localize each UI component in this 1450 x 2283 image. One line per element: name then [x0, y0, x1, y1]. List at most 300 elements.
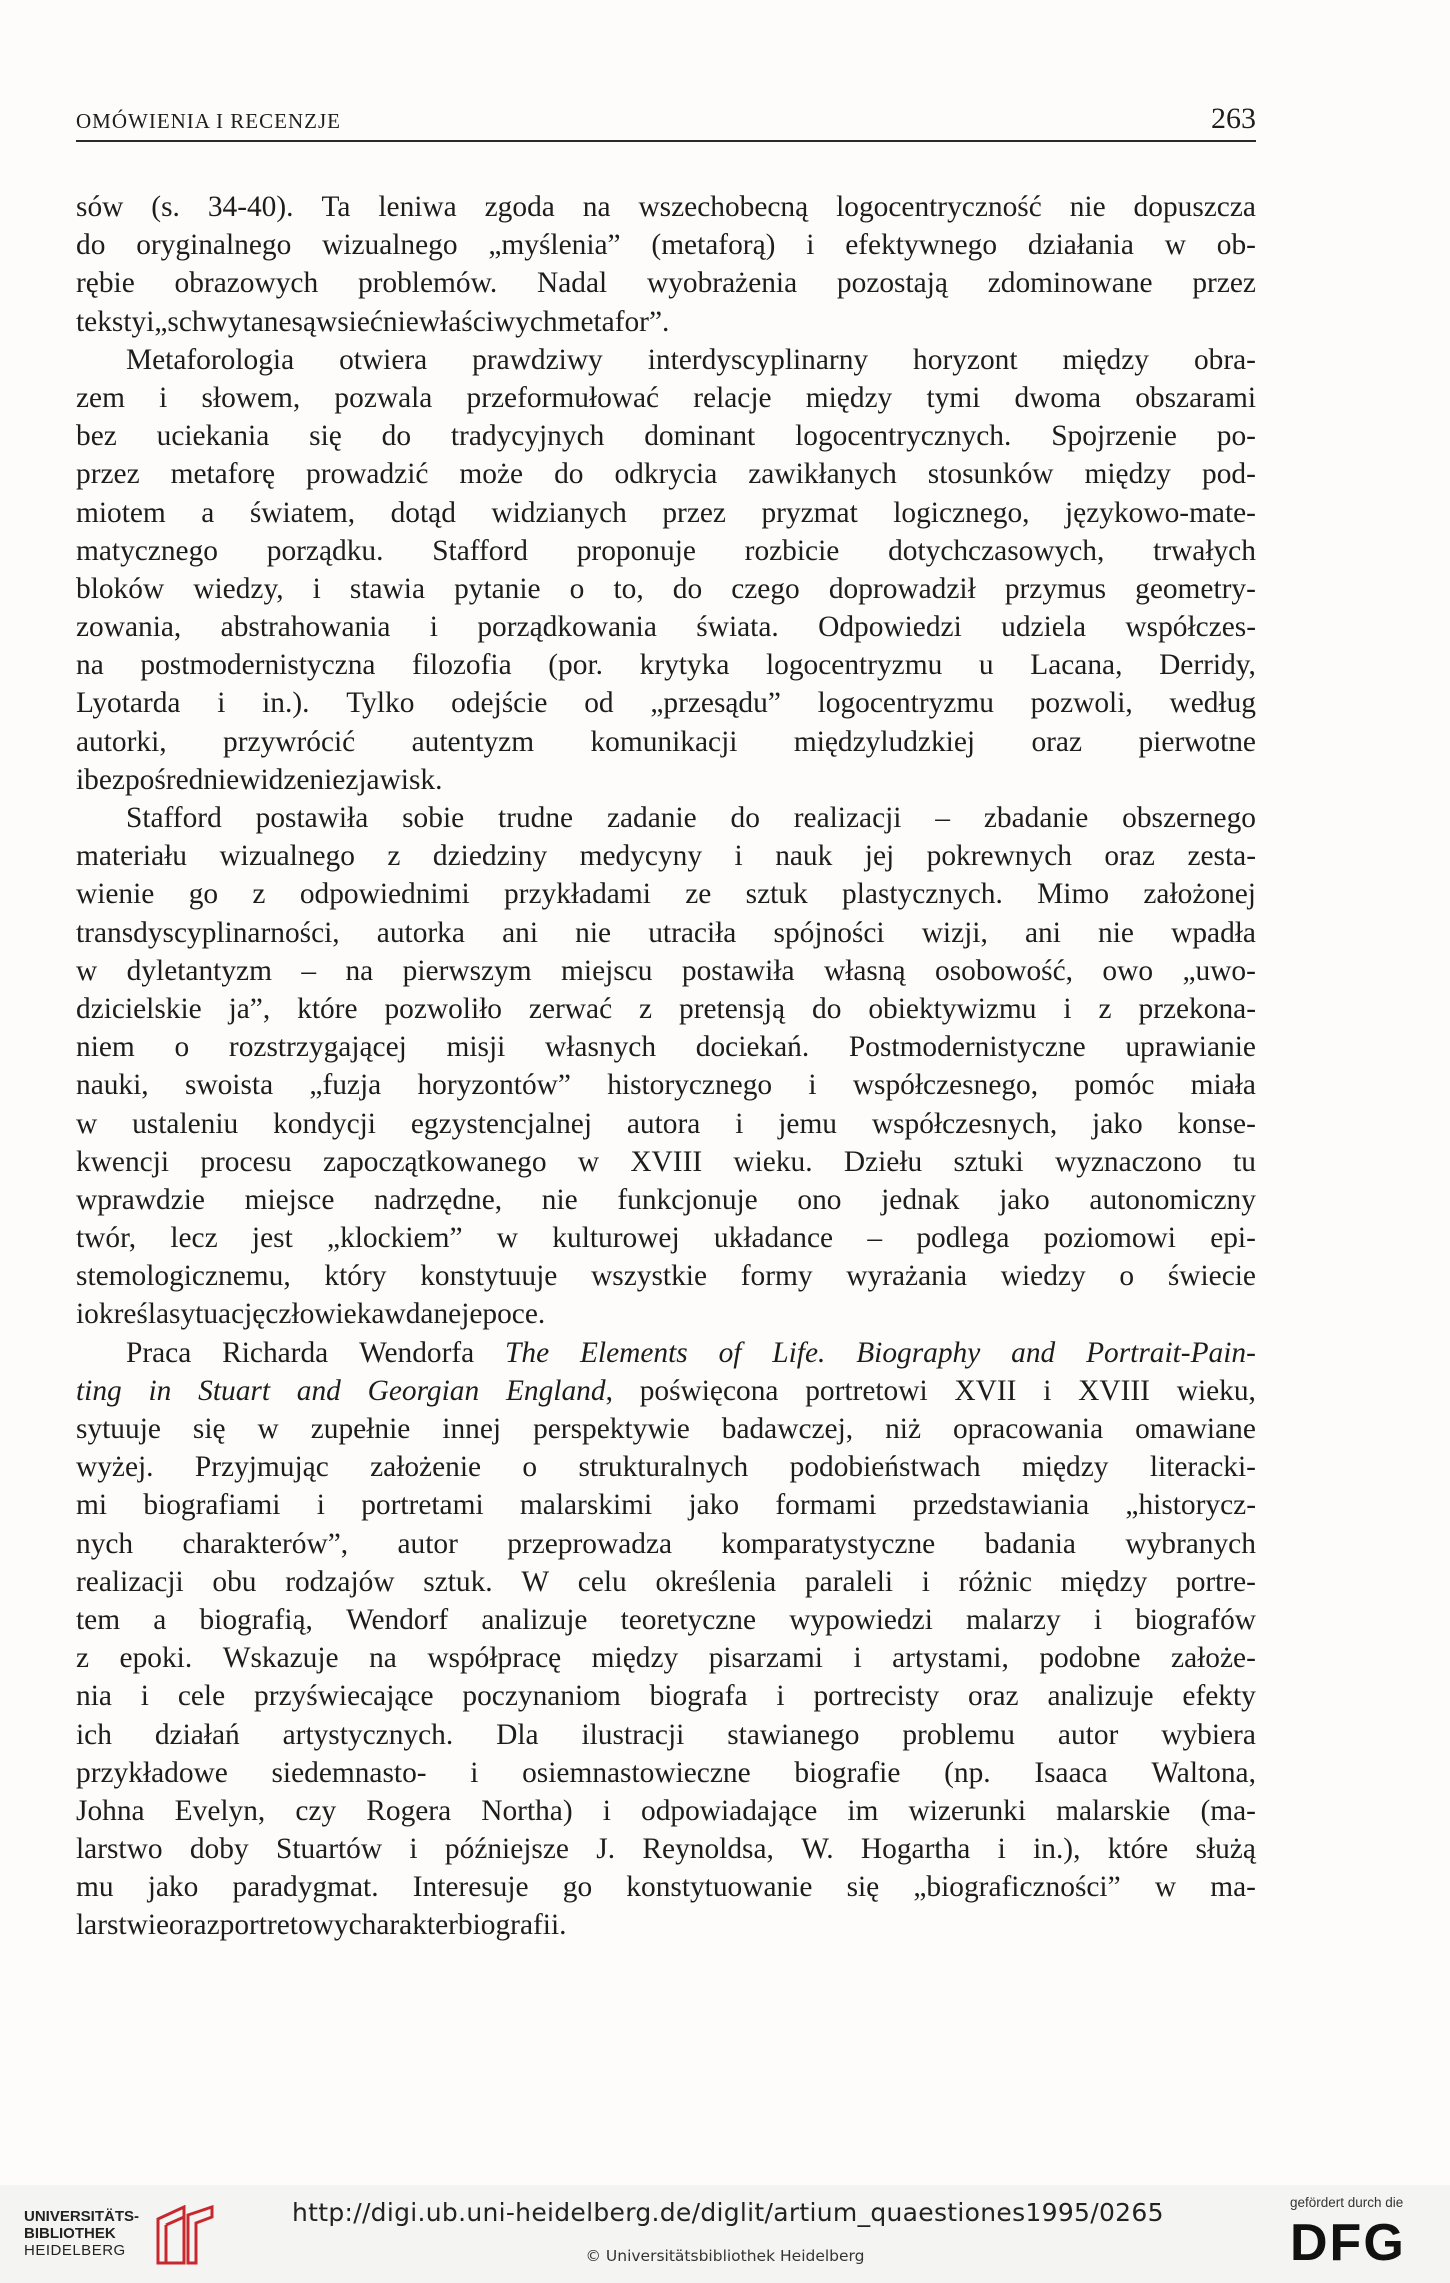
word: się [192, 1413, 226, 1445]
word: po- [1216, 420, 1256, 453]
word: Rogera [366, 1794, 452, 1827]
word: przyświecające [254, 1680, 434, 1713]
word: formami [775, 1489, 877, 1522]
word: plastycznych. [842, 878, 1003, 911]
word: określa [84, 1298, 170, 1331]
word: funkcjonuje [617, 1183, 758, 1216]
word: z [387, 840, 401, 873]
word: o [522, 1451, 538, 1484]
word: Richarda [222, 1336, 329, 1369]
word: Przyjmując [194, 1451, 329, 1484]
word: paradygmat. [232, 1871, 379, 1904]
text-line [76, 646, 1256, 684]
word: portretami [361, 1489, 484, 1522]
word: efekty [1182, 1680, 1256, 1713]
word: przez [76, 458, 140, 491]
word: na [369, 1642, 397, 1675]
word: kwencji [76, 1145, 170, 1178]
word: świecie [1167, 1260, 1256, 1293]
word: Stuart [198, 1374, 270, 1407]
word: współczes- [1125, 611, 1256, 644]
word: i [316, 1489, 325, 1522]
word: porządkowania [477, 611, 657, 644]
word: pryzmat [761, 496, 858, 529]
word: Dla [496, 1718, 539, 1751]
word: artystami, [892, 1642, 1009, 1675]
text-line [76, 1486, 1256, 1524]
word: in [148, 1374, 172, 1407]
word: się [846, 1871, 880, 1904]
word: ob- [1216, 229, 1256, 262]
word: podobne [1039, 1642, 1141, 1675]
word: do [812, 992, 842, 1025]
word: oraz [169, 1909, 220, 1942]
word: Reynoldsa, [642, 1833, 774, 1866]
word: komunikacji [590, 725, 738, 758]
word: Dziełu [843, 1145, 923, 1178]
word: paraleli [804, 1565, 894, 1598]
word: słowem, [201, 381, 301, 414]
word: osobowość, [935, 954, 1073, 987]
word: Odpowiedzi [818, 611, 962, 644]
word: malarskimi [519, 1489, 653, 1522]
word: wizualnego [219, 840, 355, 873]
word: egzystencjalnej [410, 1107, 592, 1140]
word: przez [662, 496, 726, 529]
text-line [76, 723, 1256, 761]
word: dzicielskie [76, 992, 202, 1025]
word: Metaforologia [126, 343, 295, 376]
text-line [76, 1639, 1256, 1677]
word: a [201, 496, 215, 529]
word: czego [731, 572, 800, 605]
text-line [76, 1448, 1256, 1486]
word: tu [1233, 1145, 1256, 1178]
word: epi- [1210, 1222, 1256, 1255]
word: perspektywie [533, 1413, 690, 1445]
word: Stafford [126, 802, 222, 834]
word: dyletantyzm [126, 954, 272, 987]
text-line [76, 1716, 1256, 1754]
word: trudne [498, 802, 574, 834]
word: „uwo- [1182, 954, 1256, 987]
word: mu [76, 1871, 114, 1904]
word: jemu [778, 1107, 838, 1140]
word: współpracę [427, 1642, 562, 1675]
word: wizji, [921, 916, 988, 949]
word: wprawdzie [76, 1183, 205, 1216]
word: ani [1024, 916, 1061, 949]
word: formy [740, 1260, 813, 1293]
word: literacki- [1149, 1451, 1256, 1484]
word: (s. [151, 191, 180, 223]
word: problemu [902, 1718, 1015, 1751]
word: i [217, 687, 226, 720]
word: mi [76, 1489, 108, 1522]
word: tymi [926, 381, 981, 414]
running-head: OMÓWIENIA I RECENZJE [76, 109, 341, 133]
word: portretowi [805, 1374, 928, 1407]
word: w [577, 1145, 600, 1178]
word: pomóc [1074, 1069, 1155, 1102]
word: materiału [76, 840, 187, 873]
word: o [1119, 1260, 1135, 1293]
word: wieku, [1176, 1374, 1256, 1407]
word: z [639, 992, 653, 1025]
word: i [1063, 992, 1072, 1025]
word: wyznaczono [1054, 1145, 1202, 1178]
word: od [584, 687, 614, 720]
word: „przesądu” [650, 687, 781, 720]
word: logocentryzmu [817, 687, 994, 720]
word: między [1062, 343, 1149, 376]
word: i [776, 1680, 785, 1713]
word: do [672, 572, 703, 605]
word: siedemnasto- [271, 1756, 427, 1789]
word: wybranych [1125, 1527, 1256, 1560]
text-line [76, 1563, 1256, 1601]
word: sieć [337, 305, 383, 338]
word: i [76, 763, 85, 796]
word: portre- [1176, 1565, 1256, 1598]
word: pod- [1202, 458, 1256, 491]
word: i [470, 1756, 479, 1789]
word: i [159, 381, 168, 414]
word: konstytuuje [420, 1260, 558, 1293]
word: w [496, 1222, 519, 1255]
document-url-link[interactable]: http://digi.ub.uni-heidelberg.de/diglit/artium_quaestiones1995/0265 [292, 2198, 1164, 2227]
word: założe- [1171, 1642, 1256, 1675]
word: międzyludzkiej [793, 725, 976, 758]
word: zawikłanych [748, 458, 897, 491]
word: oraz [1031, 725, 1083, 758]
word: to, [613, 572, 644, 605]
word: prowadzić [306, 458, 429, 491]
word: wszechobecną [638, 191, 809, 223]
word: „schwytane [154, 305, 292, 338]
word: udziela [1001, 611, 1087, 644]
text-line [76, 1372, 1256, 1410]
word: kondycji [273, 1107, 376, 1140]
word: miejscu [561, 954, 653, 987]
word: J. [596, 1833, 616, 1866]
word: badawczej, [721, 1413, 854, 1445]
text-line [76, 417, 1256, 455]
word: krytyka [639, 649, 730, 682]
word: zgoda [484, 191, 555, 223]
word: postawiła [681, 954, 795, 987]
word: dopuszcza [1133, 191, 1256, 223]
library-name-line1: UNIVERSITÄTS- [24, 2208, 140, 2225]
word: go [188, 878, 219, 911]
text-line [76, 1410, 1256, 1448]
word: cele [177, 1680, 226, 1713]
text-line [76, 837, 1256, 875]
word: Nadal [537, 267, 608, 300]
word: Spojrzenie [1051, 420, 1177, 453]
word: własnych [545, 1031, 657, 1064]
word: pozostają [836, 267, 948, 300]
word: w [76, 1107, 98, 1140]
word: historycznego [607, 1069, 773, 1102]
text-line [76, 608, 1256, 646]
word: działań [154, 1718, 240, 1751]
word: odkrycia [614, 458, 718, 491]
word: nych [76, 1527, 134, 1560]
word: uciekania [156, 420, 270, 453]
word: odpowiadające [641, 1794, 818, 1827]
text-line [76, 1181, 1256, 1219]
word: malarskie [1056, 1794, 1171, 1827]
word: „historycz- [1125, 1489, 1256, 1522]
word: XVIII [630, 1145, 703, 1178]
word: o [569, 572, 585, 605]
word: i [734, 840, 743, 873]
word: nie [1069, 191, 1106, 223]
word: artystycznych. [282, 1718, 454, 1751]
word: współczesnego, [852, 1069, 1039, 1102]
word: niż [885, 1413, 921, 1445]
word: i [808, 1069, 817, 1102]
word: przeprowadza [507, 1527, 673, 1560]
word: in.). [262, 687, 310, 720]
word: matycznego [76, 534, 218, 567]
text-line [76, 799, 1256, 837]
text-line [76, 303, 1256, 341]
word: badania [984, 1527, 1076, 1560]
word: przekona- [1138, 992, 1256, 1025]
word: Derridy, [1159, 649, 1256, 682]
word: Life. [772, 1336, 826, 1369]
word: i [76, 1298, 85, 1331]
dfg-funding-logo[interactable] [1290, 2195, 1440, 2275]
word: i [921, 1565, 930, 1598]
word: XVIII [1078, 1374, 1150, 1407]
word: Evelyn, [174, 1794, 266, 1827]
word: metaforę [170, 458, 276, 491]
word: and [1011, 1336, 1056, 1369]
word: nauk [775, 840, 833, 873]
text-line [76, 1028, 1256, 1066]
word: „fuzja [309, 1069, 382, 1102]
word: działania [1027, 229, 1134, 262]
text-line [76, 1295, 1256, 1333]
text-line [76, 1105, 1256, 1143]
word: bezpośrednie [84, 763, 240, 796]
word: sytuację [169, 1298, 266, 1331]
word: danej [405, 1298, 470, 1331]
word: teksty [76, 305, 147, 338]
word: ich [76, 1718, 112, 1751]
word: omawiane [1135, 1413, 1256, 1445]
word: i [602, 1794, 611, 1827]
word: wizualnego [322, 229, 458, 262]
word: biografa [649, 1680, 748, 1713]
word: jako [688, 1489, 740, 1522]
word: analizuje [481, 1603, 588, 1636]
text-line [76, 1525, 1256, 1563]
word: dominant [644, 420, 756, 453]
word: analizuje [1047, 1680, 1154, 1713]
word: (ma- [1200, 1794, 1256, 1827]
word: w [315, 305, 338, 338]
word: stemologicznemu, [76, 1260, 291, 1293]
word: rębie [76, 267, 135, 300]
word: rozbicie [744, 534, 840, 567]
word: określenia [655, 1565, 777, 1598]
word: im [847, 1794, 879, 1827]
word: zbadanie [983, 802, 1089, 834]
word: leniwa [378, 191, 457, 223]
word: Northa) [481, 1794, 573, 1827]
word: przymus [1004, 572, 1107, 605]
word: obiektywizmu [868, 992, 1037, 1025]
word: autor [1057, 1718, 1119, 1751]
word: metafor”. [557, 305, 670, 338]
word: The [505, 1336, 550, 1369]
word: tradycyjnych [450, 420, 605, 453]
word: swoista [184, 1069, 274, 1102]
word: epoki. [119, 1642, 193, 1675]
word: sytuuje [76, 1413, 161, 1445]
word: są [291, 305, 316, 338]
word: jako [1092, 1107, 1143, 1140]
word: tem [76, 1603, 121, 1636]
word: przeformułować [466, 381, 660, 414]
text-line [76, 455, 1256, 493]
word: opracowania [952, 1413, 1104, 1445]
text-line [76, 1677, 1256, 1715]
word: pozwoli, [1030, 687, 1133, 720]
word: sztuk [745, 878, 808, 911]
word: interdyscyplinarny [647, 343, 869, 376]
word: teoretyczne [620, 1603, 757, 1636]
word: przykładami [503, 878, 651, 911]
text-line [76, 379, 1256, 417]
word: pytanie [454, 572, 541, 605]
text-line [76, 990, 1256, 1028]
word: założonej [1143, 878, 1256, 911]
word: doby [189, 1833, 249, 1866]
word: England, [505, 1374, 613, 1407]
word: wypowiedzi [789, 1603, 933, 1636]
text-line [76, 684, 1256, 722]
word: obu [212, 1565, 257, 1598]
word: wpadła [1171, 916, 1256, 949]
word: służą [1195, 1833, 1256, 1866]
word: i [853, 1642, 862, 1675]
word: u [978, 649, 994, 682]
library-name-line2: BIBLIOTHEK [24, 2225, 116, 2242]
word: może [459, 458, 524, 491]
word: miała [1190, 1069, 1256, 1102]
word: 34-40). [207, 191, 294, 223]
word: realizacji [76, 1565, 184, 1598]
word: prawdziwy [472, 343, 603, 376]
copyright-notice: © Universitätsbibliothek Heidelberg [585, 2247, 865, 2265]
word: niewłaściwych [382, 305, 558, 338]
word: portretowy [219, 1909, 349, 1942]
text-line [76, 1601, 1256, 1639]
word: pierwszym [402, 954, 532, 987]
word: w [1164, 229, 1186, 262]
word: przedstawiania [912, 1489, 1090, 1522]
word: i [1043, 1374, 1052, 1407]
text-line [76, 1792, 1256, 1830]
word: autorki, [76, 725, 167, 758]
word: otwiera [339, 343, 428, 376]
word: konstytuowanie [626, 1871, 813, 1904]
word: dotąd [390, 496, 456, 529]
word: autentyzm [411, 725, 535, 758]
word: dociekań. [695, 1031, 810, 1064]
word: między [805, 381, 893, 414]
word: wszystkie [591, 1260, 707, 1293]
word: różnic [958, 1565, 1033, 1598]
word: Isaaca [1034, 1756, 1108, 1789]
word: podlega [916, 1222, 1010, 1255]
text-line [76, 914, 1256, 952]
word: przykładowe [76, 1756, 228, 1789]
word: między [1060, 1565, 1148, 1598]
word: w [76, 954, 98, 987]
word: świata. [696, 611, 779, 644]
word: założenie [370, 1451, 482, 1484]
word: twór, [76, 1222, 137, 1255]
text-line [76, 952, 1256, 990]
word: zerwać [528, 992, 613, 1025]
word: porządku. [266, 534, 384, 567]
word: się [309, 420, 342, 453]
word: do [730, 802, 760, 834]
word: pozwoliło [384, 992, 502, 1025]
word: w [384, 1298, 406, 1331]
word: i [735, 1107, 744, 1140]
word: epoce. [469, 1298, 546, 1331]
word: ja”, [228, 992, 271, 1025]
word: go [562, 1871, 593, 1904]
word: które [297, 992, 358, 1025]
word: celu [577, 1565, 627, 1598]
word: oraz [1104, 840, 1155, 873]
word: Elements [579, 1336, 688, 1369]
text-line [76, 226, 1256, 264]
word: postawiła [255, 802, 369, 834]
word: obszarami [1135, 381, 1256, 414]
word: – [867, 1222, 883, 1255]
word: larstwie [76, 1909, 170, 1942]
word: wienie [76, 878, 155, 911]
word: oryginalnego [136, 229, 292, 262]
word: nie [1098, 916, 1134, 949]
word: sztuki [953, 1145, 1024, 1178]
word: zadanie [606, 802, 697, 834]
word: poziomowi [1043, 1222, 1176, 1255]
word: stawia [349, 572, 425, 605]
word: bloków [76, 572, 165, 605]
word: poświęcona [639, 1374, 779, 1407]
word: pierwotne [1138, 725, 1256, 758]
word: ze [685, 878, 712, 911]
word: Tylko [346, 687, 415, 720]
text-line [76, 188, 1256, 226]
word: sztuk. [423, 1565, 493, 1598]
word: dziedziny [432, 840, 548, 873]
word: autonomiczny [1089, 1183, 1256, 1216]
word: między [591, 1642, 679, 1675]
word: horyzont [913, 343, 1018, 376]
word: pretensją [679, 992, 786, 1025]
